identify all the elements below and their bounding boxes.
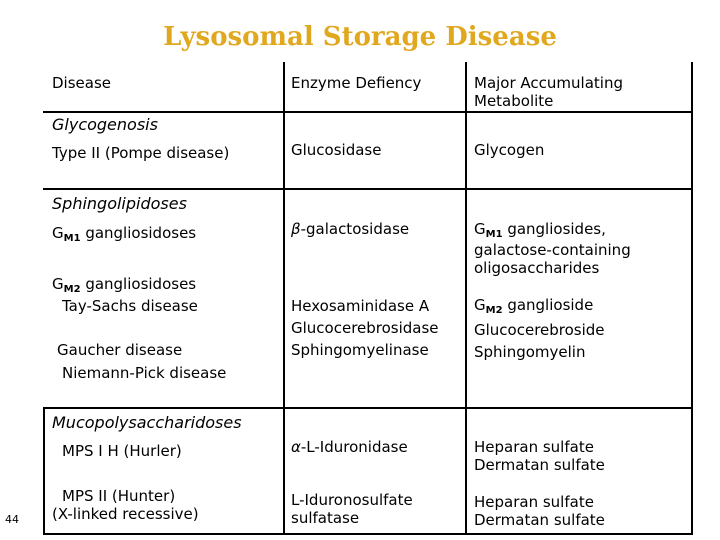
header-disease: Disease bbox=[52, 74, 111, 92]
table-cell-disease: Type II (Pompe disease) bbox=[52, 144, 230, 162]
table-bottom-rule bbox=[43, 533, 693, 535]
header-metabolite: Major Accumulating Metabolite bbox=[474, 74, 623, 110]
page-number: 44 bbox=[5, 513, 19, 526]
table-column-divider bbox=[283, 62, 285, 535]
table-cell-disease: $G_{M2}$ gangliosidoses bbox=[52, 275, 197, 295]
table-cell-metabolite: Glycogen bbox=[474, 141, 545, 159]
table-cell-metabolite: Heparan sulfate Dermatan sulfate bbox=[474, 493, 605, 529]
table-left-border bbox=[43, 408, 45, 535]
section-heading-glycogenosis: Glycogenosis bbox=[52, 115, 158, 134]
table-cell-disease: MPS I H (Hurler) bbox=[62, 442, 182, 460]
table-cell-enzyme: Glucosidase bbox=[291, 141, 382, 159]
section-heading-mucopolysaccharidoses: Mucopolysaccharidoses bbox=[52, 413, 242, 432]
table-cell-disease: $G_{M1}$ gangliosidoses bbox=[52, 224, 197, 244]
table-column-divider bbox=[691, 62, 693, 535]
table-cell-enzyme: L-Iduronosulfate sulfatase bbox=[291, 491, 413, 527]
table-cell-enzyme: Hexosaminidase A Glucocerebrosidase Sphingomyelinase bbox=[291, 297, 439, 359]
section-heading-sphingolipidoses: Sphingolipidoses bbox=[52, 194, 187, 213]
table-cell-enzyme: β-galactosidase bbox=[291, 220, 410, 238]
table-cell-metabolite: $G_{M1}$ gangliosides, galactose-containing oligosaccharides bbox=[474, 220, 631, 277]
table-column-divider bbox=[465, 62, 467, 535]
alpha-symbol: α bbox=[291, 438, 301, 456]
table-cell-disease: Gaucher disease bbox=[57, 341, 183, 359]
table-cell-metabolite: Heparan sulfate Dermatan sulfate bbox=[474, 438, 605, 474]
table-section-rule bbox=[43, 188, 693, 190]
table-cell-disease: MPS II (Hunter) (X-linked recessive) bbox=[52, 487, 199, 523]
table-section-rule bbox=[43, 407, 693, 409]
beta-symbol: β bbox=[291, 220, 301, 238]
table-cell-enzyme: α-L-Iduronidase bbox=[291, 438, 408, 456]
table-cell-metabolite: $G_{M2}$ ganglioside Glucocerebroside Sphingomyelin bbox=[474, 296, 605, 361]
table-header-rule bbox=[43, 111, 693, 113]
table-cell-disease: Niemann-Pick disease bbox=[62, 364, 227, 382]
header-enzyme: Enzyme Defiency bbox=[291, 74, 422, 92]
table-cell-disease: Tay-Sachs disease bbox=[62, 297, 198, 315]
page-title: Lysosomal Storage Disease bbox=[163, 22, 557, 52]
